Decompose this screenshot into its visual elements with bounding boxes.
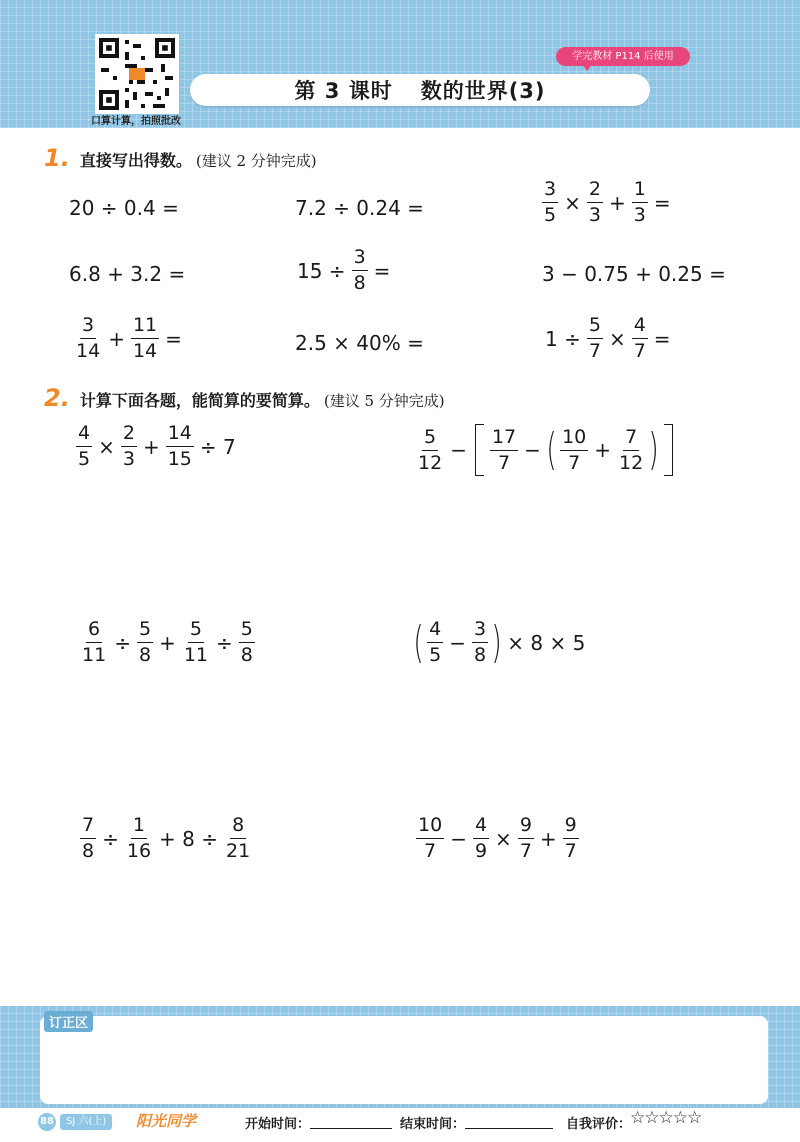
qr-code-icon [97, 36, 177, 112]
fraction: $\frac{5}{8}$ [138, 618, 152, 666]
correction-label: 订正区 [44, 1011, 93, 1032]
fraction: $\frac{5}{7}$ [588, 314, 601, 362]
fraction: $\frac{4}{9}$ [474, 814, 488, 862]
problem-1b [295, 196, 424, 220]
problem-2e: $\frac{7}{8}$ ÷ $\frac{1}{16}$ + 8 ÷ $\frac{8}{21}$ [82, 814, 251, 862]
problem-1h-text: 2.5 × 40% = [295, 331, 424, 355]
grade-tag: SJ 六(上) [60, 1114, 112, 1130]
problem-1c: $\frac{3}{5}$ × $\frac{2}{3}$ + $\frac{1}{3}$ = [544, 178, 671, 226]
usage-tag: 学完教材 P114 后使用 [556, 47, 690, 66]
page-title [190, 74, 650, 106]
fraction: $\frac{4}{7}$ [633, 314, 646, 362]
qr-code[interactable] [95, 34, 179, 114]
start-time-label: 开始时间： [245, 1117, 311, 1132]
problem-2b: $\frac{5}{12}$ − $\frac{17}{7}$ − ( $\frac{10}{7}$ + $\frac{7}{12}$ ) [414, 424, 677, 476]
self-eval-label: 自我评价： [566, 1117, 632, 1132]
left-square-bracket [475, 424, 484, 476]
right-paren: ) [491, 616, 502, 668]
section1-hint: (建议 2 分钟完成) [195, 152, 317, 170]
fraction: $\frac{6}{11}$ [82, 618, 107, 666]
title-lesson: 第 3 课时 [294, 79, 393, 103]
problem-1d-text: 6.8 + 3.2 = [69, 262, 186, 286]
problem-2d: ( $\frac{4}{5}$ − $\frac{3}{8}$ ) × 8 × 5 [413, 616, 586, 668]
fraction: $\frac{10}{7}$ [562, 425, 587, 474]
section1-heading [44, 144, 317, 172]
page-number: 88 [38, 1113, 56, 1131]
brand-logo: 阳光同学 [136, 1112, 197, 1130]
problem-1g: $\frac{3}{14}$ + $\frac{11}{14}$ = [76, 314, 182, 362]
fraction: $\frac{3}{14}$ [76, 314, 101, 362]
fraction: $\frac{5}{12}$ [418, 425, 443, 474]
problem-2a: $\frac{4}{5}$ × $\frac{2}{3}$ + $\frac{14}{15}$ ÷ 7 [78, 422, 236, 470]
problem-1a-text: 20 ÷ 0.4 = [69, 196, 179, 220]
title-topic: 数的世界(3) [420, 79, 546, 103]
fraction: $\frac{9}{7}$ [519, 814, 532, 862]
left-paren: ( [413, 616, 424, 668]
problem-1e: 15 ÷ $\frac{3}{8}$ = [297, 246, 391, 294]
fraction: $\frac{11}{14}$ [132, 314, 158, 362]
fraction: $\frac{1}{16}$ [126, 814, 152, 862]
fraction: $\frac{17}{7}$ [491, 425, 517, 474]
fraction: $\frac{10}{7}$ [418, 814, 443, 862]
section2-number: 2. [44, 384, 70, 412]
problem-1h [295, 331, 424, 355]
section2-title: 计算下面各题，能简算的要简算。 [79, 391, 320, 410]
fraction: $\frac{2}{3}$ [588, 178, 601, 226]
right-paren: ) [648, 424, 659, 475]
problem-1f [542, 262, 726, 286]
start-time-field[interactable] [310, 1128, 392, 1129]
section2-hint: (建议 5 分钟完成) [323, 392, 445, 410]
end-time-field[interactable] [465, 1128, 553, 1129]
fraction: $\frac{5}{8}$ [240, 618, 253, 666]
section1-title: 直接写出得数。 [79, 151, 192, 170]
fraction: $\frac{4}{5}$ [429, 618, 442, 666]
fraction: $\frac{4}{5}$ [78, 422, 91, 470]
correction-area[interactable] [40, 1016, 768, 1104]
section1-number: 1. [44, 144, 70, 172]
problem-1i: 1 ÷ $\frac{5}{7}$ × $\frac{4}{7}$ = [545, 314, 671, 362]
fraction: $\frac{7}{12}$ [619, 425, 644, 474]
end-time-label: 结束时间： [400, 1117, 466, 1132]
problem-2f: $\frac{10}{7}$ − $\frac{4}{9}$ × $\frac{9}{7}$ + $\frac{9}{7}$ [418, 814, 577, 862]
problem-2c: $\frac{6}{11}$ ÷ $\frac{5}{8}$ + $\frac{5}{11}$ ÷ $\frac{5}{8}$ [82, 618, 253, 666]
fraction: $\frac{7}{8}$ [82, 814, 95, 862]
fraction: $\frac{3}{8}$ [353, 246, 366, 294]
fraction: $\frac{3}{5}$ [544, 178, 557, 226]
right-square-bracket [664, 424, 673, 476]
problem-1d [69, 262, 185, 286]
fraction: $\frac{8}{21}$ [226, 814, 251, 862]
problem-1f-text: 3 − 0.75 + 0.25 = [542, 262, 726, 286]
left-paren: ( [546, 424, 557, 475]
fraction: $\frac{2}{3}$ [122, 422, 135, 470]
fraction: $\frac{9}{7}$ [564, 814, 577, 862]
fraction: $\frac{5}{11}$ [183, 618, 208, 666]
fraction: $\frac{1}{3}$ [633, 178, 646, 226]
fraction: $\frac{14}{15}$ [167, 422, 192, 470]
star-rating[interactable]: ☆☆☆☆☆ [630, 1108, 702, 1128]
section2-heading [44, 384, 445, 412]
problem-1b-text: 7.2 ÷ 0.24 = [295, 196, 424, 220]
problem-1a [69, 196, 179, 220]
qr-caption: 口算计算，拍照批改 [91, 116, 181, 127]
fraction: $\frac{3}{8}$ [474, 618, 487, 666]
